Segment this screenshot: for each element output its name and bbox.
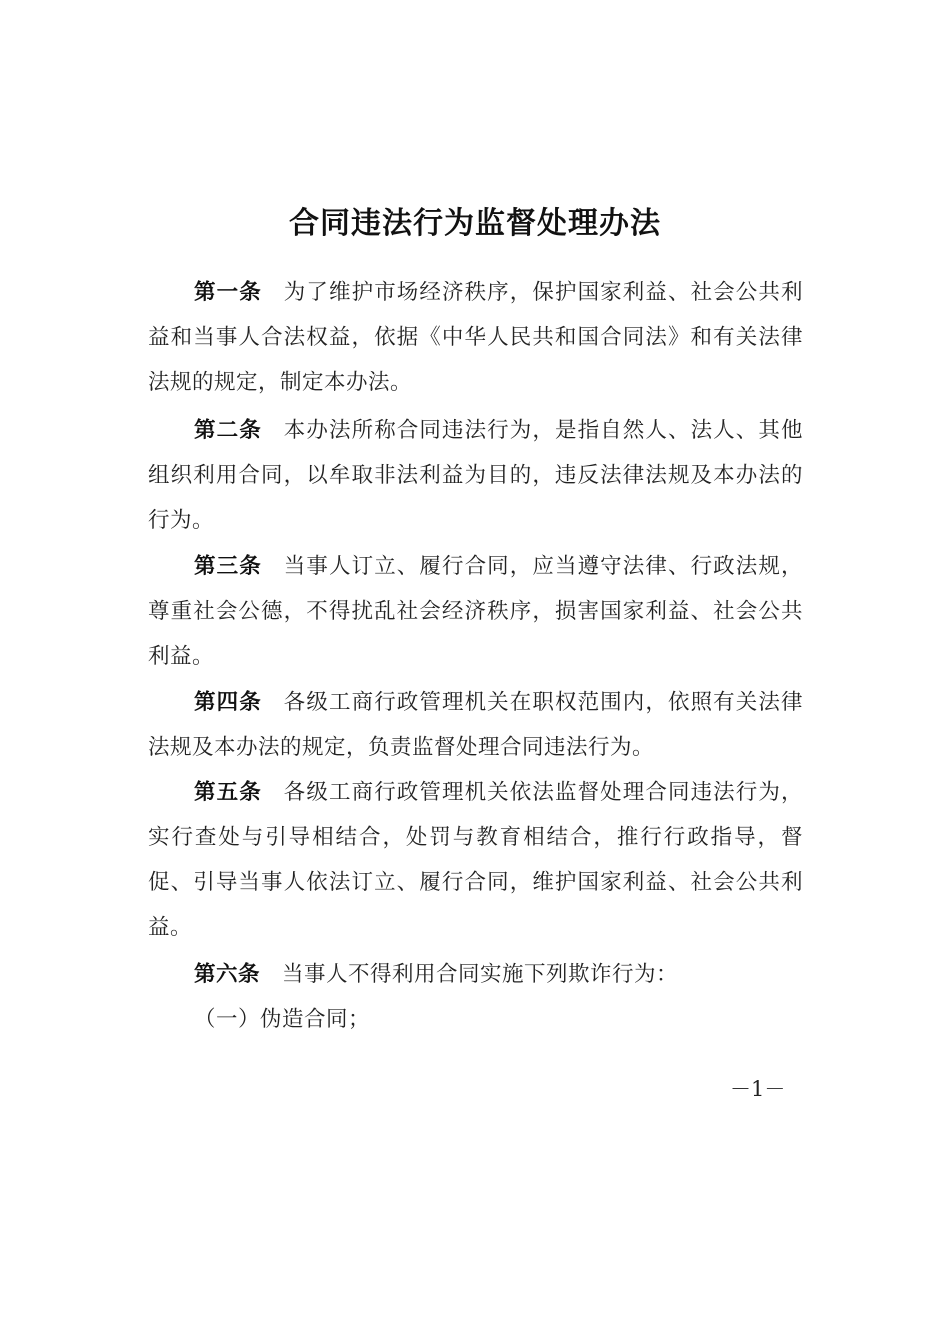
article-2	[148, 408, 803, 543]
article-1-label: 第一条	[194, 280, 262, 305]
article-4-text: 各级工商行政管理机关在职权范围内，依照有关法律法规及本办法的规定，负责监督处理合同违法行为。	[148, 690, 803, 760]
list-item-1: （一）伪造合同；	[194, 1007, 371, 1032]
article-5	[148, 770, 803, 950]
article-4	[148, 680, 803, 770]
article-5-label: 第五条	[194, 780, 262, 805]
article-1	[148, 270, 803, 405]
article-2-text: 本办法所称合同违法行为，是指自然人、法人、其他组织利用合同，以牟取非法利益为目的，违反法律法规及本办法的行为。	[148, 418, 803, 533]
article-6-text: 当事人不得利用合同实施下列欺诈行为：	[282, 962, 679, 987]
article-3-label: 第三条	[194, 554, 262, 579]
page-number: －1－	[730, 1077, 786, 1101]
article-6-label: 第六条	[194, 962, 261, 987]
article-4-label: 第四条	[194, 690, 262, 715]
article-3	[148, 544, 803, 679]
article-6	[148, 952, 803, 997]
article-1-text: 为了维护市场经济秩序，保护国家利益、社会公共利益和当事人合法权益，依据《中华人民共和国合同法》和有关法律法规的规定，制定本办法。	[148, 280, 803, 395]
article-2-label: 第二条	[194, 418, 262, 443]
article-5-text: 各级工商行政管理机关依法监督处理合同违法行为，实行查处与引导相结合，处罚与教育相结合，推行行政指导，督促、引导当事人依法订立、履行合同，维护国家利益、社会公共利益。	[148, 780, 803, 940]
document-title: 合同违法行为监督处理办法	[289, 206, 661, 241]
article-3-text: 当事人订立、履行合同，应当遵守法律、行政法规，尊重社会公德，不得扰乱社会经济秩序，损害国家利益、社会公共利益。	[148, 554, 803, 669]
